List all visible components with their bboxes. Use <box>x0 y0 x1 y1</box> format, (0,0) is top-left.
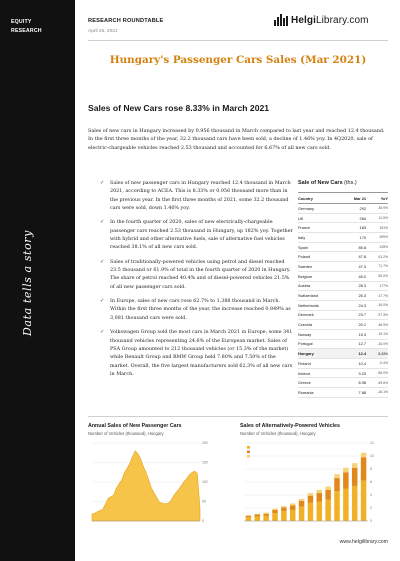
legend-swatch <box>247 455 250 458</box>
check-icon: ✓ <box>100 219 105 226</box>
country-cell: Czechia <box>298 320 341 330</box>
yoy-cell: 35.9% <box>366 204 388 214</box>
country-cell: Greece <box>298 378 341 388</box>
bar-segment <box>361 453 366 458</box>
key-points-list <box>100 179 294 384</box>
bar-segment <box>272 513 277 521</box>
yoy-cell: 499% <box>366 233 388 243</box>
table-row <box>298 378 388 388</box>
chart-title: Sales of Alternatively-Powered Vehicles <box>240 423 340 429</box>
bar-segment <box>343 489 348 522</box>
check-icon: ✓ <box>100 180 105 186</box>
bar-segment <box>263 516 268 521</box>
header-divider <box>88 40 388 41</box>
bullet-item: ✓ Sales of traditionally-powered vehicles using petrol and diesel reached 23.5 thousand or 61.9% of total in the fourth quarter of 2020 in Hungary. The share of petrol reached 40.4% and of diesel-powered vehicles 21.5% of all new passenger cars sold. <box>100 258 291 290</box>
table-row <box>298 300 388 310</box>
country-cell: Belgium <box>298 271 341 281</box>
country-cell: Denmark <box>298 310 341 320</box>
report-subtitle: Sales of New Cars rose 8.33% in March 2021 <box>88 103 270 113</box>
table-row <box>298 388 388 398</box>
sales-cell: 47.8 <box>341 252 366 262</box>
bar-segment <box>281 506 286 507</box>
y-tick-label: 8 <box>370 467 372 472</box>
bar-segment <box>263 514 268 516</box>
bar-segment <box>272 510 277 513</box>
table-row <box>298 233 388 243</box>
table-row <box>298 213 388 223</box>
bar-segment <box>343 468 348 473</box>
yoy-cell: 8.33% <box>366 349 388 359</box>
yoy-cell: 11.5% <box>366 213 388 223</box>
logo-bars-icon <box>274 14 288 26</box>
yoy-cell: -56.0% <box>366 368 388 378</box>
sales-cell: 28.3 <box>341 281 366 291</box>
y-tick-label: 0 <box>370 519 372 524</box>
country-cell: Netherlands <box>298 300 341 310</box>
bar-segment <box>246 516 251 517</box>
sidebar-tagline: Data tells a story <box>21 230 34 336</box>
bar-segment <box>325 500 330 521</box>
yoy-cell: 128% <box>366 242 388 252</box>
country-cell: Switzerland <box>298 291 341 301</box>
sales-cell: 47.3 <box>341 262 366 272</box>
header-kicker: RESEARCH ROUNDTABLE <box>88 18 164 24</box>
table-row <box>298 262 388 272</box>
bar-segment <box>325 487 330 490</box>
yoy-cell: 56.0% <box>366 271 388 281</box>
bullet-item: ✓ In the fourth quarter of 2020, sales of new electrically-chargeable passenger cars reached 2.53 thousand in Hungary, up 182% yoy. Together with hybrid and other alternative fuels, sale of alternative fuel vehicles reached 38.1% of all new cars sold. <box>100 219 293 251</box>
yoy-cell: 46.9% <box>366 320 388 330</box>
yoy-cell: 191% <box>366 223 388 233</box>
table-row <box>298 223 388 233</box>
sales-cell: 20.1 <box>341 320 366 330</box>
sales-cell: 12.7 <box>341 339 366 349</box>
bar-segment <box>361 481 366 521</box>
country-cell: Poland <box>298 252 341 262</box>
bar-segment <box>272 509 277 510</box>
yoy-cell: 177% <box>366 281 388 291</box>
y-tick-label: 6 <box>370 480 372 485</box>
bar-segment <box>334 474 339 478</box>
bar-segment <box>308 493 313 496</box>
table-row <box>298 339 388 349</box>
bullet-item: ✓ Volkswagen Group sold the most cars in March 2021 in Europe, some 341 thousand vehicles representing 24.6% of the European market. Sales of PSA Group amounted to 212 thousand vehicles (or 15.3% of the market) while Renault Group and BMW Group held 7.80% and 7.50% of the market. Overall, the five largest manufacturers sold 62.3% of all new cars in March. <box>100 329 293 377</box>
area-chart <box>88 439 216 531</box>
bar-segment <box>299 507 304 521</box>
sales-cell: 170 <box>341 233 366 243</box>
y-tick-label: 150 <box>202 460 208 465</box>
table-title: Sale of New Cars (ths.) <box>298 180 357 186</box>
yoy-cell: 47.7% <box>366 291 388 301</box>
report-title: Hungary's Passenger Cars Sales (Mar 2021) <box>109 54 367 66</box>
table-row <box>298 271 388 281</box>
footer-url[interactable]: www.helgilibrary.com <box>339 539 388 545</box>
sales-cell: 9.23 <box>341 368 366 378</box>
sales-cell: 25.3 <box>341 291 366 301</box>
country-cell: Finland <box>298 359 341 369</box>
alt-powered-chart <box>240 423 380 531</box>
table-row <box>298 310 388 320</box>
bar-segment <box>325 490 330 500</box>
sales-cell: 10.4 <box>341 359 366 369</box>
table-row <box>298 320 388 330</box>
sales-cell: 45.0 <box>341 271 366 281</box>
bullet-item: ✓ In Europe, sales of new cars rose 62.7% to 1,388 thousand in March. Within the first three months of the year, the increase reached 0.849% as 3,081 thousand cars were sold. <box>100 298 291 321</box>
table-body <box>298 204 388 398</box>
table-row <box>298 204 388 214</box>
table-row <box>298 252 388 262</box>
bar-segment <box>361 457 366 480</box>
sales-cell: 183 <box>341 223 366 233</box>
y-tick-label: 0 <box>202 519 204 524</box>
country-cell: Hungary <box>298 349 341 359</box>
bar-segment <box>281 511 286 521</box>
country-cell: Sweden <box>298 262 341 272</box>
bar-segment <box>299 501 304 507</box>
bar-segment <box>255 514 260 515</box>
sales-cell: 23.7 <box>341 310 366 320</box>
country-cell: Romania <box>298 388 341 398</box>
sales-cell: 12.4 <box>341 349 366 359</box>
country-cell: Ireland <box>298 368 341 378</box>
yoy-cell: -16.1% <box>366 388 388 398</box>
sales-cell: 8.98 <box>341 378 366 388</box>
bar-segment <box>255 515 260 517</box>
country-cell: UK <box>298 213 341 223</box>
yoy-cell: -49.6% <box>366 378 388 388</box>
country-cell: Austria <box>298 281 341 291</box>
logo-text: HelgiLibrary.com <box>291 14 369 26</box>
bar-segment <box>308 503 313 521</box>
chart-subtitle: Number of Vehicles (thousand), Hungary <box>240 431 316 436</box>
annual-sales-chart <box>88 423 228 531</box>
column-header: YoY <box>366 193 388 204</box>
yoy-cell: 61.2% <box>366 252 388 262</box>
bar-segment <box>290 505 295 510</box>
country-cell: Portugal <box>298 339 341 349</box>
sidebar <box>0 0 75 561</box>
intro-paragraph: Sales of new cars in Hungary increased by 0.956 thousand in March compared to last year and reached 12.4 thousand. In the first three months of the year, 32.2 thousand cars have been sold, a decline of 1.46% yoy. In 4Q2020, sale of electric-chargeable vehicles reached 2.53 thousand and accounted for 6.67% of all new cars sold. <box>88 128 385 151</box>
legend-swatch <box>247 451 250 454</box>
bar-segment <box>352 463 357 468</box>
yoy-cell: -16.0% <box>366 300 388 310</box>
area-series <box>92 451 200 521</box>
y-tick-label: 10 <box>370 454 374 459</box>
yoy-cell: 97.3% <box>366 310 388 320</box>
bar-segment <box>290 503 295 505</box>
table-row <box>298 349 388 359</box>
table-row <box>298 368 388 378</box>
bar-segment <box>343 472 348 488</box>
sales-cell: 85.8 <box>341 242 366 252</box>
sidebar-label: EQUITY RESEARCH <box>11 19 42 34</box>
country-cell: Germany <box>298 204 341 214</box>
y-tick-label: 12 <box>370 441 374 446</box>
y-tick-label: 50 <box>202 499 206 504</box>
y-tick-label: 200 <box>202 441 208 446</box>
country-cell: Norway <box>298 329 341 339</box>
bar-segment <box>246 517 251 521</box>
bar-segment <box>352 486 357 521</box>
bar-segment <box>334 491 339 521</box>
sales-cell: 15.3 <box>341 329 366 339</box>
yoy-cell: -0.4% <box>366 359 388 369</box>
new-car-sales-table <box>298 180 388 398</box>
bar-segment <box>352 468 357 486</box>
check-icon: ✓ <box>100 329 105 336</box>
y-tick-label: 2 <box>370 506 372 511</box>
chart-title: Annual Sales of New Passenger Cars <box>88 423 182 429</box>
bar-segment <box>317 490 322 493</box>
y-tick-label: 100 <box>202 480 208 485</box>
bar-segment <box>334 478 339 491</box>
table-row <box>298 329 388 339</box>
bar-segment <box>299 499 304 501</box>
bar-segment <box>317 502 322 522</box>
country-cell: Italy <box>298 233 341 243</box>
sales-cell: 284 <box>341 213 366 223</box>
bar-segment <box>308 496 313 503</box>
y-tick-label: 4 <box>370 493 372 498</box>
yoy-cell: -16.0% <box>366 339 388 349</box>
column-header: Country <box>298 193 341 204</box>
table-row <box>298 291 388 301</box>
yoy-cell: 71.7% <box>366 262 388 272</box>
bar-segment <box>246 515 251 516</box>
column-header: Mar 21 <box>341 193 366 204</box>
check-icon: ✓ <box>100 298 105 305</box>
stacked-bar-chart <box>240 439 380 531</box>
table-row <box>298 242 388 252</box>
chart-subtitle: Number of Vehicles (thousand), Hungary <box>88 431 164 436</box>
header-date: April 26, 2021 <box>88 29 118 34</box>
bar-segment <box>317 493 322 501</box>
legend-swatch <box>247 446 250 449</box>
bullet-item: ✓ Sales of new passenger cars in Hungary reached 12.4 thousand in March 2021, according to ACEA. This is 8.33% or 0.956 thousand more than in the previous year. In the first three months of 2021, some 32.2 thousand cars were sold, down 1.46% yoy. <box>100 180 291 212</box>
table-row <box>298 281 388 291</box>
bar-segment <box>255 516 260 521</box>
bar-segment <box>290 510 295 521</box>
charts-divider <box>88 416 388 417</box>
sales-cell: 24.3 <box>341 300 366 310</box>
yoy-cell: 15.1% <box>366 329 388 339</box>
check-icon: ✓ <box>100 258 105 265</box>
country-cell: Spain <box>298 242 341 252</box>
bar-segment <box>263 513 268 514</box>
sales-cell: 292 <box>341 204 366 214</box>
bar-segment <box>281 507 286 511</box>
country-cell: France <box>298 223 341 233</box>
table-row <box>298 359 388 369</box>
sales-cell: 7.88 <box>341 388 366 398</box>
helgi-library-logo[interactable] <box>274 14 369 26</box>
